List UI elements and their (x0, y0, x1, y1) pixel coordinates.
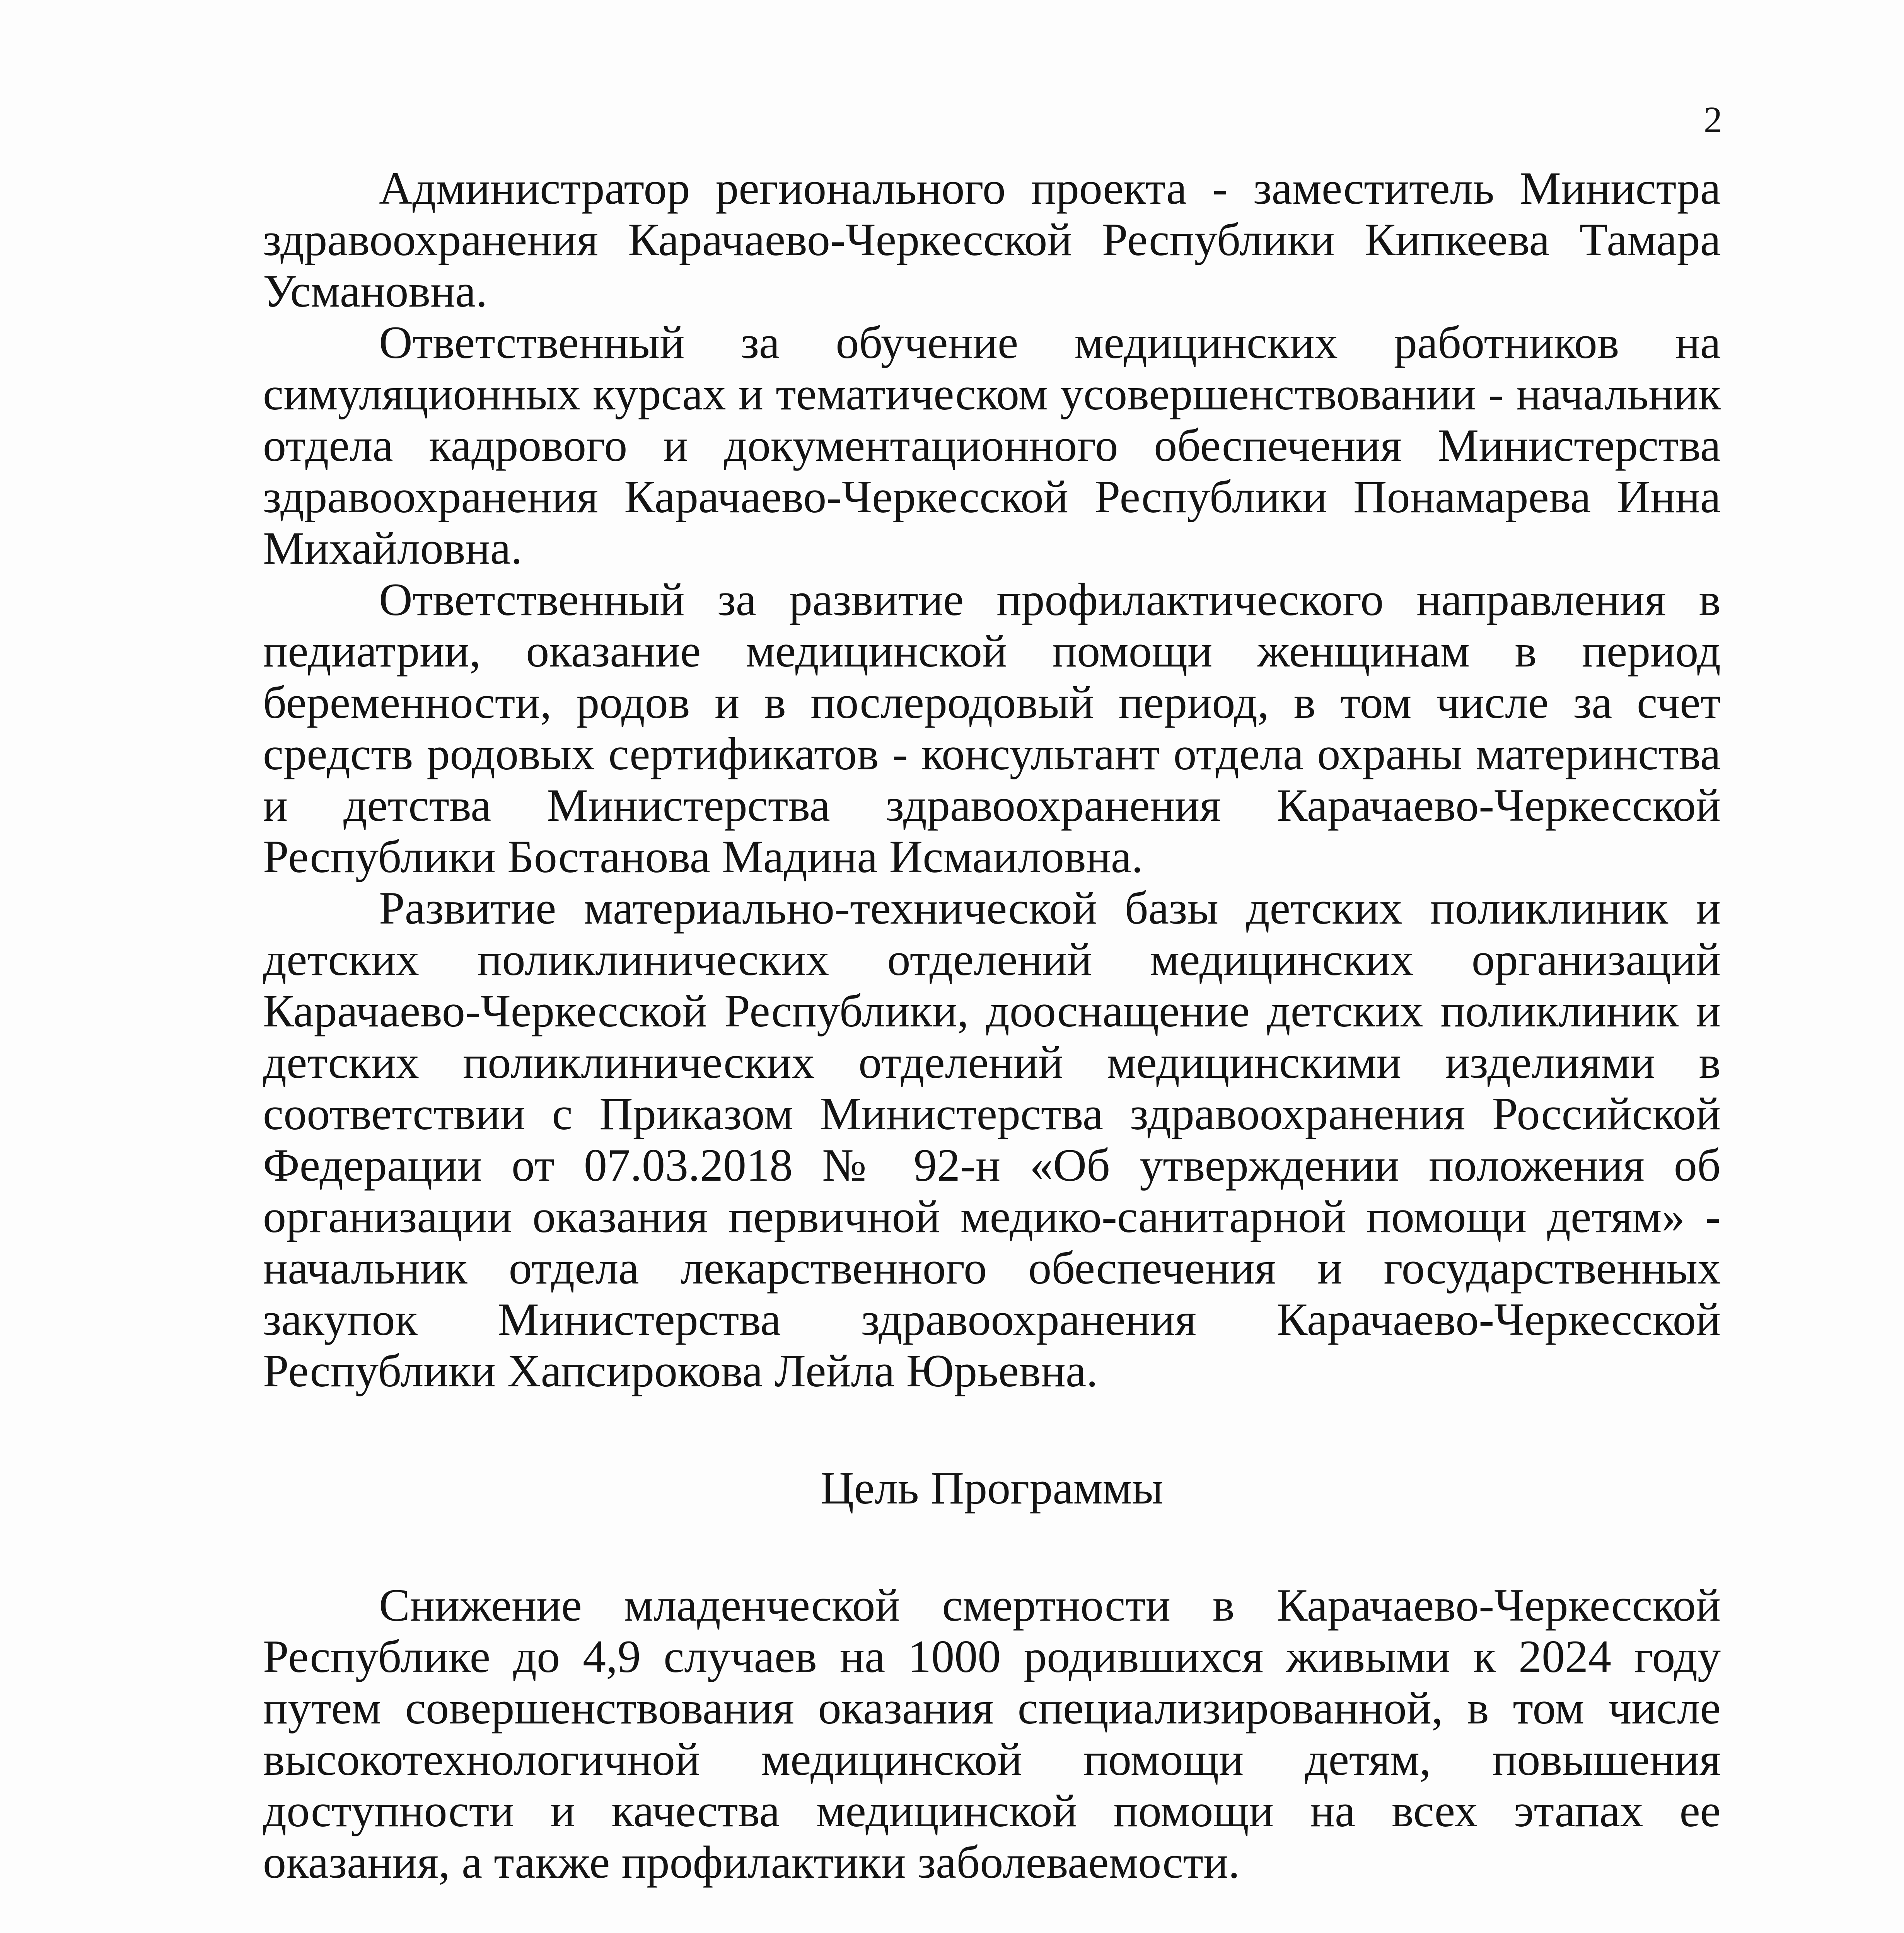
paragraph-training-responsible: Ответственный за обучение медицинских работников на симуляционных курсах и тематическом усовершенствовании - начальник отдела кадрового и документационного обеспечения Министерства здравоохранения Карачаево-Черкесской Республики Понамарева Инна Михайловна. (263, 317, 1721, 574)
heading-program-goal: Цель Программы (820, 1462, 1164, 1514)
document-body (263, 162, 1721, 1933)
paragraph-pediatrics-responsible: Ответственный за развитие профилактического направления в педиатрии, оказание медицинской помощи женщинам в период беременности, родов и в послеродовый период, в том числе за счет средств родовых сертификатов - консультант отдела охраны материнства и детства Министерства здравоохранения Карачаево-Черкесской Республики Бостанова Мадина Исмаиловна. (263, 574, 1721, 882)
paragraph-program-goal: Снижение младенческой смертности в Карачаево-Черкесской Республике до 4,9 случаев на 1000 родившихся живыми к 2024 году путем совершенствования оказания специализированной, в том числе высокотехнологичной медицинской помощи детям, повышения доступности и качества медицинской помощи на всех этапах ее оказания, а также профилактики заболеваемости. (263, 1579, 1721, 1888)
page-number: 2 (1704, 99, 1722, 140)
paragraph-material-base: Развитие материально-технической базы детских поликлиник и детских поликлинических отделений медицинских организаций Карачаево-Черкесской Республики, дооснащение детских поликлиник и детских поликлинических отделений медицинскими изделиями в соответствии с Приказом Министерства здравоохранения Российской Федерации от 07.03.2018 № 92-н «Об утверждении положения об организации оказания первичной медико-санитарной помощи детям» - начальник отдела лекарственного обеспечения и государственных закупок Министерства здравоохранения Карачаево-Черкесской Республики Хапсирокова Лейла Юрьевна. (263, 882, 1721, 1396)
paragraph-project-administrator: Администратор регионального проекта - заместитель Министра здравоохранения Карачаево-Черкесской Республики Кипкеева Тамара Усмановна. (263, 162, 1721, 317)
